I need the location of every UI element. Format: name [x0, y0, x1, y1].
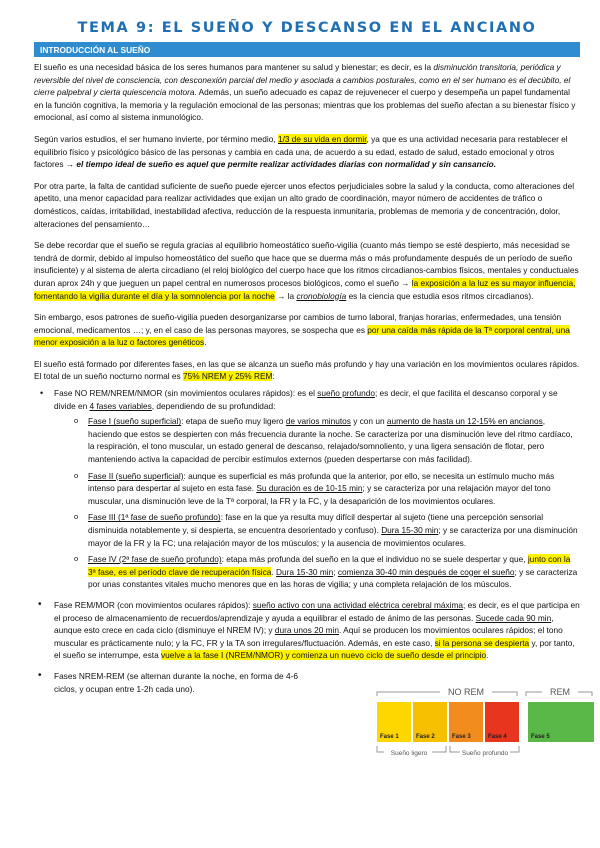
underlined-text: Sucede cada 90 min [475, 612, 552, 623]
paragraph-phases-intro [34, 358, 580, 383]
text: , ya que es una actividad necesaria para restablecer el equilibrio físico y psicológico básico de las personas y cambia en cada una, de acuerdo a su edad, estado de salud, estado emocional y otros factores → [34, 133, 568, 170]
text: ; es decir, el que facilita el descanso corporal y se divide en [54, 388, 558, 411]
text: , aunque esto crece en cada ciclo (disminuye el NREM IV); y [54, 612, 554, 636]
text: : aunque es superficial es más profunda que la anterior, por ello, se necesita un estímulo mucho más intenso para despertar al sujeto en esta fase. [88, 470, 555, 494]
text: Sin embargo, esos patrones de sueño-vigilia pueden desorganizarse por cambios de turno laboral, franjas horarias, enfermedades, una tensión emocional, medicamentos …; y, en el caso de las personas mayores, se sospecha que es [34, 312, 562, 335]
last-section [34, 670, 580, 760]
text: ; y se caracteriza por una relajación mayor del tono muscular, una disminución leve de la Tª corporal, la FR y la FC, y la desaparición de los movimientos oculares. [88, 483, 551, 506]
list-item-cycles: • Fases NREM-REM (se alternan durante la noche, en forma de 4-6 ciclos, y ocupan entre 1-2h cada uno). [34, 670, 319, 695]
text: : etapa más profunda del sueño en la que el individuo no se suele despertar y que, [221, 554, 528, 565]
page-title: TEMA 9: EL SUEÑO Y DESCANSO EN EL ANCIANO [77, 20, 537, 36]
list-item-rem [34, 599, 580, 662]
section-header: INTRODUCCIÓN AL SUEÑO [34, 42, 580, 57]
text: Fase NO REM/NREM/NMOR (sin movimientos oculares rápidos): es el [54, 388, 318, 399]
text: . [486, 650, 489, 661]
nrem-sublist [54, 415, 580, 591]
text: y, por tanto, el sueño se interrumpe, esta [54, 637, 575, 661]
phase-list [34, 387, 580, 591]
highlighted-text: 75% NREM y 25% REM [182, 371, 273, 382]
underlined-text: Fase IV (2ª fase de sueño profundo) [88, 554, 222, 565]
light-sleep-label: Sueño ligero [390, 749, 428, 757]
text: Se debe recordar que el sueño se regula gracias al equilibrio homeostático sueño-vigilia (cuanto más tiempo se esté despierto, más necesidad se tendrá de dormir, debido al impulso homeostático del sueño que hace que se duerma más o más profundamente después de un período de sueño insuficiente) y al sistema de alerta circadiano (el reloj biológico del cuerpo hace que los ritmos circadianos-cambios físicos, mentales y conductuales duran aprox 24h y que jueguen un papel central en numerosos procesos biológicos, como el sueño → [34, 240, 579, 288]
italic-underlined-text: cronobiología [296, 290, 347, 301]
underlined-text: de varios minutos [285, 416, 351, 427]
highlighted-text: por una caída más rápida de la Tª corporal central, una menor exposición a la luz o factores genéticos [34, 324, 570, 348]
bold-italic-text: el tiempo ideal de sueño es aquel que permite realizar actividades diarias con normalidad y sin cansancio. [76, 159, 497, 170]
highlighted-text: junto con la 3ª fase, es el período clave de recuperación física [88, 554, 571, 577]
text: Fase REM/MOR (con movimientos oculares rápidos): [54, 599, 253, 610]
paragraph-regulation [34, 239, 580, 302]
phase-bars [377, 702, 594, 742]
phase-bar-label-3: Fase 3 [452, 733, 471, 740]
rem-label: REM [550, 687, 570, 697]
nrem-label: NO REM [448, 687, 484, 697]
underlined-text: dura unos 20 min [274, 625, 340, 636]
italic-text: disminución transitoria, periódica y reversible del nivel de consciencia, con desconexión parcial del medio y asociada a cambios posturales, como en el ser humano es el decúbito, el cierre palpebral y cierta quiescencia motora. [34, 62, 571, 98]
underlined-text: aumento de hasta un 12-15% en ancianos [386, 416, 543, 427]
underlined-text: 4 fases variables [89, 400, 152, 411]
phase-list-rem [34, 599, 580, 662]
underlined-text: sueño activo con una actividad eléctrica cerebral máxima [252, 599, 464, 610]
underlined-text: comienza 30-40 min después de coger el sueño [337, 566, 515, 577]
nrem-top-bracket [377, 692, 517, 696]
paragraph-disorganize [34, 311, 580, 349]
text: , dependiendo de su profundidad: [151, 400, 276, 411]
deep-sleep-label: Sueño profundo [461, 749, 509, 757]
paragraph-lack-sleep: Por otra parte, la falta de cantidad suficiente de sueño puede ejercer unos efectos perjudiciales sobre la salud y la conducta, como alteraciones del apetito, una menor capacidad para realizar actividades que exijan un alto grado de coordinación, mayor número de accidentes de tráfico o domésticos, caídas, irritabilidad, inestabilidad afectiva, reducción de la respuesta inmunitaria, problemas de memoria y de concentración, dolor, alteraciones del pensamiento… [34, 180, 575, 229]
text: y con un [350, 416, 387, 427]
text: Además, un sueño adecuado es capaz de rejuvenecer el cuerpo y desempeña un papel fundamental en la función cognitiva, la memoria y la regulación emocional de las personas; mientras que los problemas del sueño afectan a su bienestar físico y emocional, así como al sistema inmunológico. [34, 87, 576, 123]
underlined-text: Fase III (1ª fase de sueño profundo) [88, 512, 221, 523]
paragraph-definition [34, 61, 580, 124]
text: . [204, 337, 207, 348]
list-item-phase-2 [54, 470, 580, 508]
phase-bar-label-4: Fase 4 [488, 733, 507, 740]
text: ; y se caracteriza por una disminución mayor de la FR y la FC; una relajación mayor de los músculos; y la ausencia de movimientos oculares. [88, 525, 578, 548]
phase-bar-label-5: Fase 5 [531, 733, 550, 740]
text: ; y se caracteriza por unas constantes vitales mucho menores que en las horas de vigilia; y una completa relajación de los músculos. [88, 566, 578, 590]
text: Según varios estudios, el ser humano invierte, por término medio, [34, 133, 278, 144]
underlined-text: Dura 15-30 min [276, 566, 334, 577]
list-item-nrem [34, 387, 580, 591]
highlighted-text: si la persona se despierta [434, 637, 530, 648]
highlighted-text: 1/3 de su vida en dormir [277, 133, 367, 144]
list-item-phase-3 [54, 511, 580, 549]
text: es la ciencia que estudia esos ritmos circadianos). [346, 290, 534, 301]
highlighted-text: vuelve a la fase I (NREM/NMOR) y comienza un nuevo ciclo de sueño desde el principio [161, 650, 487, 661]
underlined-text: Fase II (sueño superficial) [88, 470, 184, 481]
text: ; [333, 566, 338, 577]
phase-bar-label-1: Fase 1 [380, 733, 399, 740]
paragraph-time [34, 133, 580, 171]
text: . [271, 566, 277, 577]
text: : [272, 371, 275, 382]
text: ; es decir, es el que participa en el proceso de almacenamiento de recuerdos/aprendizaje y ayuda a equilibrar el estado de ánimo de las personas. [54, 599, 580, 623]
phase-bar-label-2: Fase 2 [416, 733, 435, 740]
text: El sueño está formado por diferentes fases, en las que se alcanza un sueño más profundo y hay una variación en los movimientos oculares rápidos. El total de un sueño nocturno normal es [34, 358, 580, 382]
text: : etapa de sueño muy ligero [181, 416, 286, 427]
text: , haciendo que estos se despierten con más frecuencia durante la noche. Se caracteriza por una disminución leve del ritmo cardíaco, la respiración, el tono muscular, un estado general de descanso, relajado/somnoliento, y una ligera sensación de flotar, pero manteniendo activa la capacidad de percibir estímulos externos (pueden despertarse con más facilidad). [88, 416, 573, 465]
list-item-phase-4 [54, 553, 580, 591]
highlighted-text: la exposición a la luz es su mayor influencia, fomentando la vigilia durante el día y la somnolencia por la noche [34, 277, 576, 301]
text: : fase en la que ya resulta muy difícil despertar al sujeto (tiene una percepción sensorial disminuida notablemente y, si despierta, se encuentra desorientado y confuso). [88, 512, 544, 535]
list-item-phase-1 [54, 415, 580, 465]
underlined-text: Fase I (sueño superficial) [88, 416, 182, 427]
sleep-phases-svg [374, 688, 594, 762]
text: → la [274, 290, 297, 301]
underlined-text: Su duración es de 10-15 min [256, 483, 363, 494]
sleep-phases-diagram [374, 688, 594, 762]
text: . Aquí se producen los movimientos oculares rápidos; el tono muscular es prácticamente nulo; y la FC, FR y la TA son irregulares/fluctuación. Además, en este caso, [54, 625, 563, 648]
underlined-text: sueño profundo [317, 388, 375, 399]
text: El sueño es una necesidad básica de los seres humanos para mantener su salud y bienestar; es decir, es la [34, 62, 434, 72]
underlined-text: Dura 15-30 min [381, 525, 439, 535]
